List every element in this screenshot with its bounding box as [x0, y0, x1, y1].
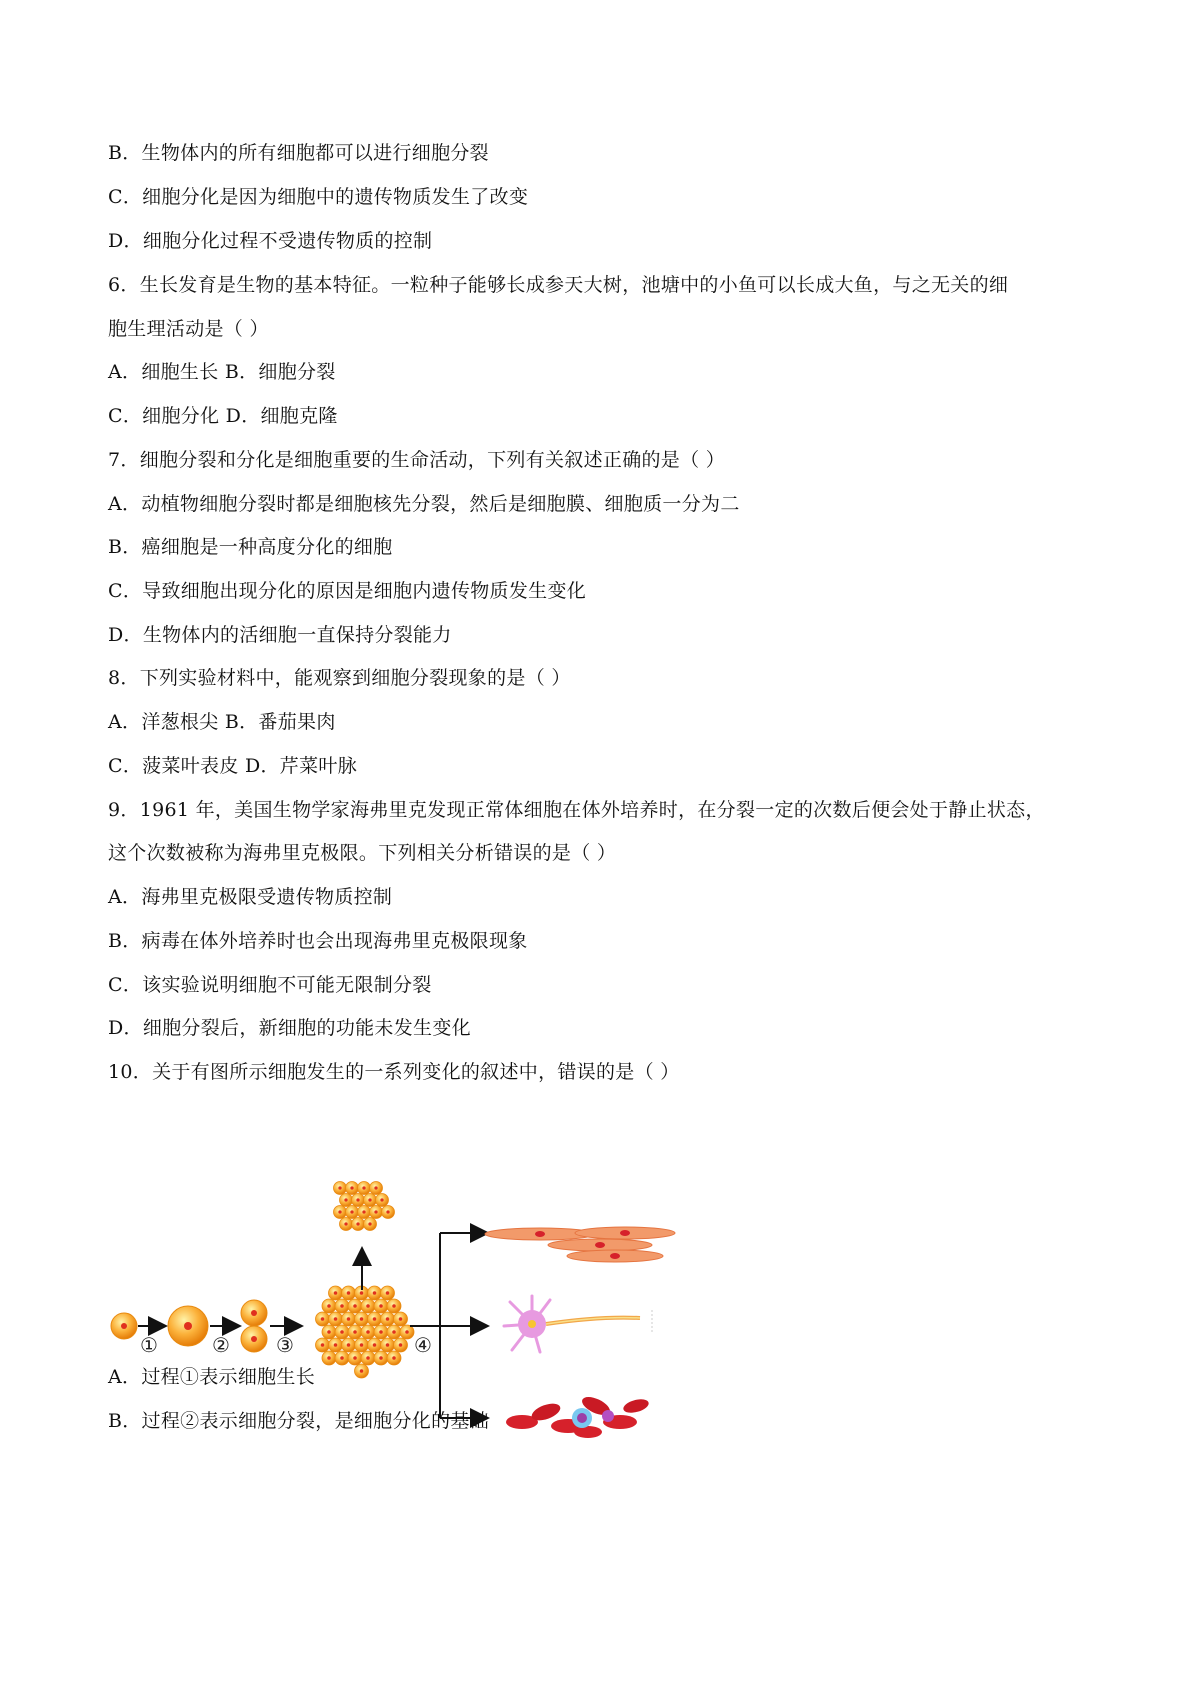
text-line: C．导致细胞出现分化的原因是细胞内遗传物质发生变化 — [108, 580, 587, 602]
cell-mass — [316, 1286, 415, 1378]
divided-cells — [241, 1300, 267, 1352]
text-line: 8．下列实验材料中，能观察到细胞分裂现象的是（ ） — [108, 667, 571, 689]
text-line: A．细胞生长 B．细胞分裂 — [108, 361, 336, 383]
text-line: 7．细胞分裂和分化是细胞重要的生命活动，下列有关叙述正确的是（ ） — [108, 449, 726, 471]
text-line: 10．关于有图所示细胞发生的一系列变化的叙述中，错误的是（ ） — [108, 1061, 680, 1083]
text-line: B．生物体内的所有细胞都可以进行细胞分裂 — [108, 142, 489, 164]
text-line: B．癌细胞是一种高度分化的细胞 — [108, 536, 393, 558]
text-line: A．过程①表示细胞生长 — [108, 1366, 316, 1388]
blood-cells — [506, 1393, 650, 1438]
text-line: C．细胞分化是因为细胞中的遗传物质发生了改变 — [108, 186, 529, 208]
text-line: C．该实验说明细胞不可能无限制分裂 — [108, 974, 432, 996]
process-label-4: ④ — [414, 1333, 432, 1357]
text-line: C．菠菜叶表皮 D．芹菜叶脉 — [108, 755, 358, 777]
process-label-3: ③ — [276, 1333, 294, 1357]
text-line: D．细胞分裂后，新细胞的功能未发生变化 — [108, 1017, 471, 1039]
neuron — [504, 1296, 652, 1352]
text-line: 9．1961 年，美国生物学家海弗里克发现正常体细胞在体外培养时，在分裂一定的次数后便会处于静止状态， — [108, 799, 1045, 821]
process-label-2: ② — [212, 1333, 230, 1357]
text-line: A．洋葱根尖 B．番茄果肉 — [108, 711, 336, 733]
text-line: C．细胞分化 D．细胞克隆 — [108, 405, 338, 427]
grown-cell — [168, 1306, 208, 1346]
text-line: D．生物体内的活细胞一直保持分裂能力 — [108, 624, 452, 646]
text-line: 6．生长发育是生物的基本特征。一粒种子能够长成参天大树，池塘中的小鱼可以长成大鱼，与之无关的细 — [108, 274, 1009, 296]
muscle-cells — [485, 1227, 675, 1262]
cell-change-diagram — [100, 1170, 720, 1460]
text-line: B．过程②表示细胞分裂，是细胞分化的基础 — [108, 1410, 489, 1432]
small-cell — [111, 1313, 137, 1339]
text-line: 这个次数被称为海弗里克极限。下列相关分析错误的是（ ） — [108, 842, 617, 864]
branch-arrows — [410, 1233, 486, 1418]
text-line: A．动植物细胞分裂时都是细胞核先分裂，然后是细胞膜、细胞质一分为二 — [108, 493, 740, 515]
text-line: 胞生理活动是（ ） — [108, 318, 269, 340]
process-label-1: ① — [140, 1333, 158, 1357]
text-line: B．病毒在体外培养时也会出现海弗里克极限现象 — [108, 930, 528, 952]
text-line: D．细胞分化过程不受遗传物质的控制 — [108, 230, 433, 252]
text-line: A．海弗里克极限受遗传物质控制 — [108, 886, 393, 908]
cell-cluster — [334, 1182, 395, 1231]
